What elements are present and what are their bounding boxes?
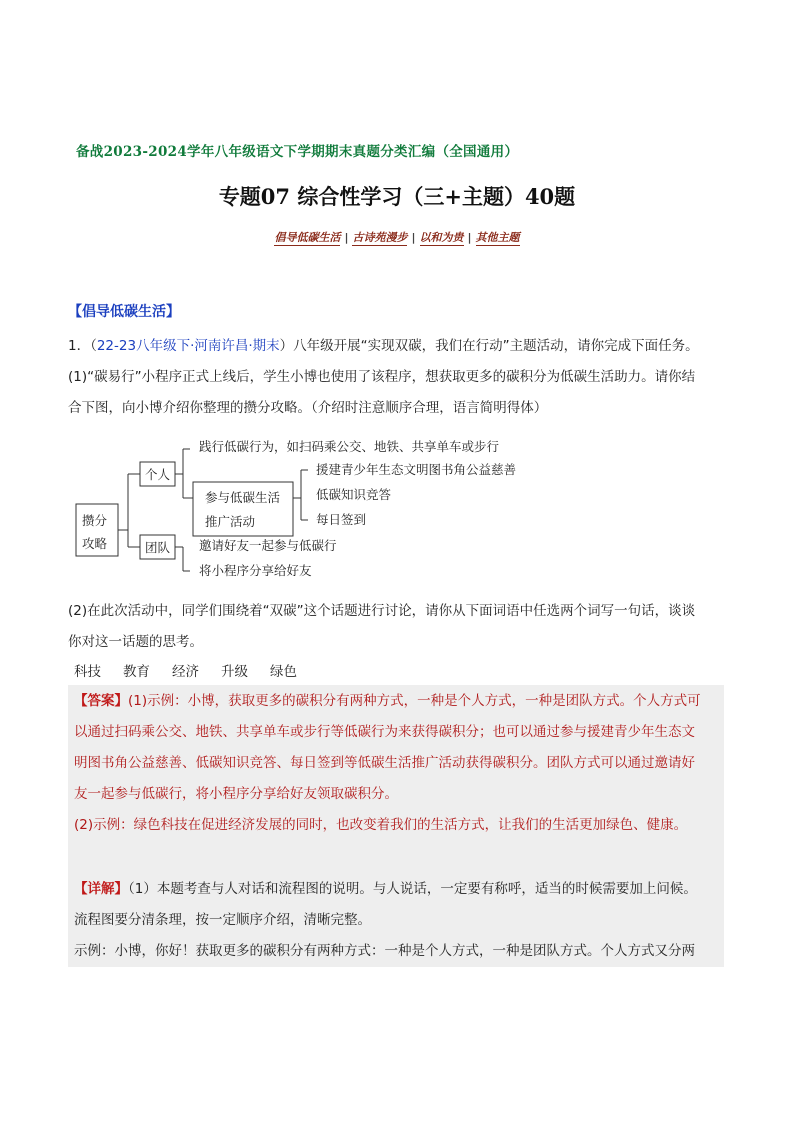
question-part2-line2: 你对这一话题的思考。 — [68, 634, 203, 650]
detail-line: 示例：小博，你好！获取更多的碳积分有两种方式：一种是个人方式，一种是团队方式。个人方式又分两 — [74, 943, 695, 959]
question-source: 22-23八年级下·河南许昌·期末 — [96, 338, 280, 354]
page-title: 专题07 综合性学习（三+主题）40题 — [218, 184, 576, 209]
question-stem: 1．（22-23八年级下·河南许昌·期末）八年级开展“实现双碳，我们在行动”主题活动，请你完成下面任务。 — [68, 338, 699, 354]
diagram-promo-item: 每日签到 — [316, 512, 367, 527]
detail-line: 流程图要分清条理，按一定顺序介绍，清晰完整。 — [74, 912, 371, 928]
diagram-team-item: 将小程序分享给好友 — [199, 563, 312, 578]
topic-item: 古诗苑漫步 — [352, 231, 408, 244]
detail-label: 【详解】 — [74, 881, 128, 897]
topic-item: 以和为贵 — [419, 231, 464, 244]
diagram-root-text: 攻略 — [82, 536, 108, 551]
answer-line: (2)示例：绿色科技在促进经济发展的同时，也改变着我们的生活方式，让我们的生活更加绿色、健康。 — [74, 817, 688, 833]
topic-list: 倡导低碳生活 | 古诗苑漫步 | 以和为贵 | 其他主题 — [274, 231, 520, 244]
answer-line: 明图书角公益慈善、低碳知识竞答、每日签到等低碳生活推广活动获得碳积分。团队方式可以通过邀请好 — [74, 755, 695, 771]
section-heading: 【倡导低碳生活】 — [68, 304, 180, 320]
answer-label: 【答案】 — [74, 693, 128, 709]
series-title: 备战2023-2024学年八年级语文下学期期末真题分类汇编（全国通用） — [76, 144, 519, 160]
word-option: 升级 — [221, 664, 248, 680]
answer-line: 以通过扫码乘公交、地铁、共享单车或步行等低碳行为来获得碳积分；也可以通过参与援建青少年生态文 — [74, 724, 695, 740]
answer-line: 友一起参与低碳行，将小程序分享给好友领取碳积分。 — [74, 786, 398, 802]
word-option: 绿色 — [270, 664, 297, 680]
answer-line: 【答案】(1)示例：小博，获取更多的碳积分有两种方式，一种是个人方式，一种是团队方式。个人方式可 — [74, 693, 701, 709]
detail-line: 【详解】（1）本题考查与人对话和流程图的说明。与人说话，一定要有称呼，适当的时候需要加上问候。 — [74, 881, 697, 897]
diagram-team-text: 团队 — [145, 540, 171, 555]
question-part1-line1: (1)“碳易行”小程序正式上线后，学生小博也使用了该程序，想获取更多的碳积分为低碳生活助力。请你结 — [68, 369, 696, 385]
question-part2-line1: (2)在此次活动中，同学们围绕着“双碳”这个话题进行讨论，请你从下面词语中任选两个词写一句话，谈谈 — [68, 603, 696, 619]
diagram-practice-text: 践行低碳行为，如扫码乘公交、地铁、共享单车或步行 — [199, 439, 500, 454]
diagram-promo-item: 低碳知识竞答 — [316, 487, 392, 502]
strategy-diagram — [72, 430, 517, 580]
diagram-promo-item: 援建青少年生态文明图书角公益慈善 — [316, 462, 517, 477]
topic-item: 其他主题 — [475, 231, 520, 244]
diagram-root-text: 攒分 — [82, 513, 108, 528]
word-options — [74, 660, 319, 680]
diagram-promo-text: 推广活动 — [205, 514, 256, 529]
diagram-individual-text: 个人 — [145, 467, 171, 482]
word-option: 经济 — [172, 664, 199, 680]
diagram-team-item: 邀请好友一起参与低碳行 — [199, 538, 337, 553]
word-option: 科技 — [74, 664, 101, 680]
question-part1-line2: 合下图，向小博介绍你整理的攒分攻略。（介绍时注意顺序合理，语言简明得体） — [68, 400, 548, 416]
topic-item: 倡导低碳生活 — [274, 231, 341, 244]
word-option: 教育 — [123, 664, 150, 680]
diagram-promo-text: 参与低碳生活 — [205, 490, 281, 505]
